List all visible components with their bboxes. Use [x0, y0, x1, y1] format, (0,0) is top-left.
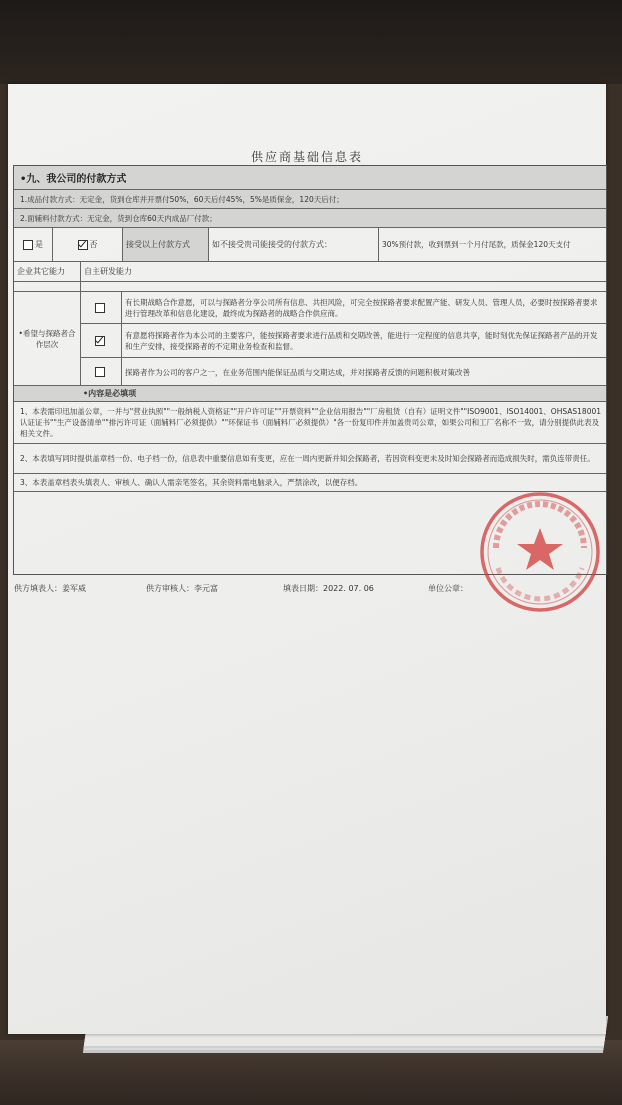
accept-terms-row	[14, 228, 606, 262]
cooperation-level-row	[14, 292, 606, 386]
accept-yes-label: 是	[35, 240, 43, 249]
desk-background-top	[0, 0, 622, 84]
cooperation-options	[80, 292, 606, 386]
desk-background-bottom	[0, 1040, 622, 1105]
required-note: •内容是必填项	[83, 389, 137, 398]
note-3: 3、本表盖章档表头填表人、审核人、确认人需亲笔签名，其余资料需电脑录入，严禁涂改，以便存档。	[20, 478, 363, 487]
cooperation-option-1-text: 有长期战略合作意愿，可以与探路者分享公司所有信息、共担风险，可完全按探路者要求配置产能、研发人员、管理人员，必要时按探路者要求进行管理改革和信息化建设，最终成为探路者的战略合作供应商。	[121, 292, 607, 323]
note-1: 1、本表需印迅加盖公章，一并与"营业执照""一般纳税人资格证""开户许可证""开票资料""企业信用报告""厂房租赁（自有）证明文件""ISO9001、ISO14001、OHSAS18001认证证书""生产设备清单""排污许可证（面辅料厂必须提供）""环保证书（面辅料厂必须提供）"各一份复印件并加盖贵司公章，如果公司和工厂名称不一致，请分别提供此表及相关文件。	[20, 407, 602, 438]
section-header-row	[14, 166, 606, 190]
alternative-answer: 30%预付款，收到票到一个月付尾款，质保金120天支付	[378, 228, 606, 261]
other-ability-label: 企业其它能力	[17, 267, 65, 276]
note-row-1	[14, 402, 606, 444]
cooperation-option-1	[80, 292, 606, 324]
document-title: 供应商基础信息表	[250, 150, 363, 164]
cooperation-option-3-checkbox[interactable]	[95, 367, 105, 377]
accept-question: 接受以上付款方式	[122, 228, 208, 261]
cooperation-option-2	[80, 324, 606, 358]
cooperation-level-label: •希望与探路者合作层次	[18, 328, 76, 349]
blank-row	[14, 282, 606, 292]
cooperation-option-1-checkbox[interactable]	[95, 303, 105, 313]
payment-terms-materials: 2.面辅料付款方式：无定金，货到仓库60天内成品厂付款；	[20, 213, 217, 223]
note-row-2	[14, 444, 606, 474]
cooperation-option-3	[80, 358, 606, 386]
fill-date: 填表日期：2022. 07. 06	[283, 584, 374, 593]
cooperation-option-2-checkbox[interactable]	[95, 336, 105, 346]
section-title: •九、我公司的付款方式	[20, 174, 127, 185]
cooperation-option-1-box-cell	[81, 292, 121, 323]
company-seal-stamp	[476, 488, 604, 616]
alternative-question: 如不接受贵司能接受的付款方式：	[208, 228, 378, 261]
accept-no-label: 否	[89, 240, 98, 249]
payment-terms-row-1	[14, 190, 606, 209]
other-ability-value: 自主研发能力	[80, 262, 606, 281]
cooperation-option-2-text: 有意愿将探路者作为本公司的主要客户，能按探路者要求进行品质和交期改善，能进行一定程度的信息共享，能时刻优先保证探路者产品的开发和生产安排，接受探路者的不定期业务检查和监督。	[121, 324, 607, 357]
reviewer-signature: 供方审核人：李元富	[146, 584, 218, 593]
accept-no-checkbox[interactable]	[78, 240, 88, 250]
cooperation-option-3-text: 探路者作为公司的客户之一，在业务范围内能保证品质与交期达成，并对探路者反馈的问题积极对策改善	[121, 358, 607, 386]
payment-terms-row-2	[14, 209, 606, 228]
document-page	[8, 84, 606, 1034]
accept-yes-cell	[14, 228, 52, 261]
note-2: 2、本表填写同时提供盖章档一份、电子档一份，信息表中重要信息如有变更，应在一周内更新并知会探路者，若因资料变更未及时知会探路者而造成损失时，需负连带责任。	[20, 454, 595, 463]
blank-cell	[80, 282, 606, 291]
other-ability-row	[14, 262, 606, 282]
accept-no-cell	[52, 228, 122, 261]
payment-terms-finished-goods: 1.成品付款方式：无定金，货到仓库并开票付50%，60天后付45%，5%是质保金，120天后付；	[20, 194, 344, 204]
accept-yes-checkbox[interactable]	[23, 240, 33, 250]
cooperation-option-3-box-cell	[81, 358, 121, 386]
filler-signature: 供方填表人：姜军威	[14, 584, 86, 593]
seal-label: 单位公章：	[428, 584, 468, 593]
cooperation-option-2-box-cell	[81, 324, 121, 357]
required-note-row	[14, 386, 606, 402]
